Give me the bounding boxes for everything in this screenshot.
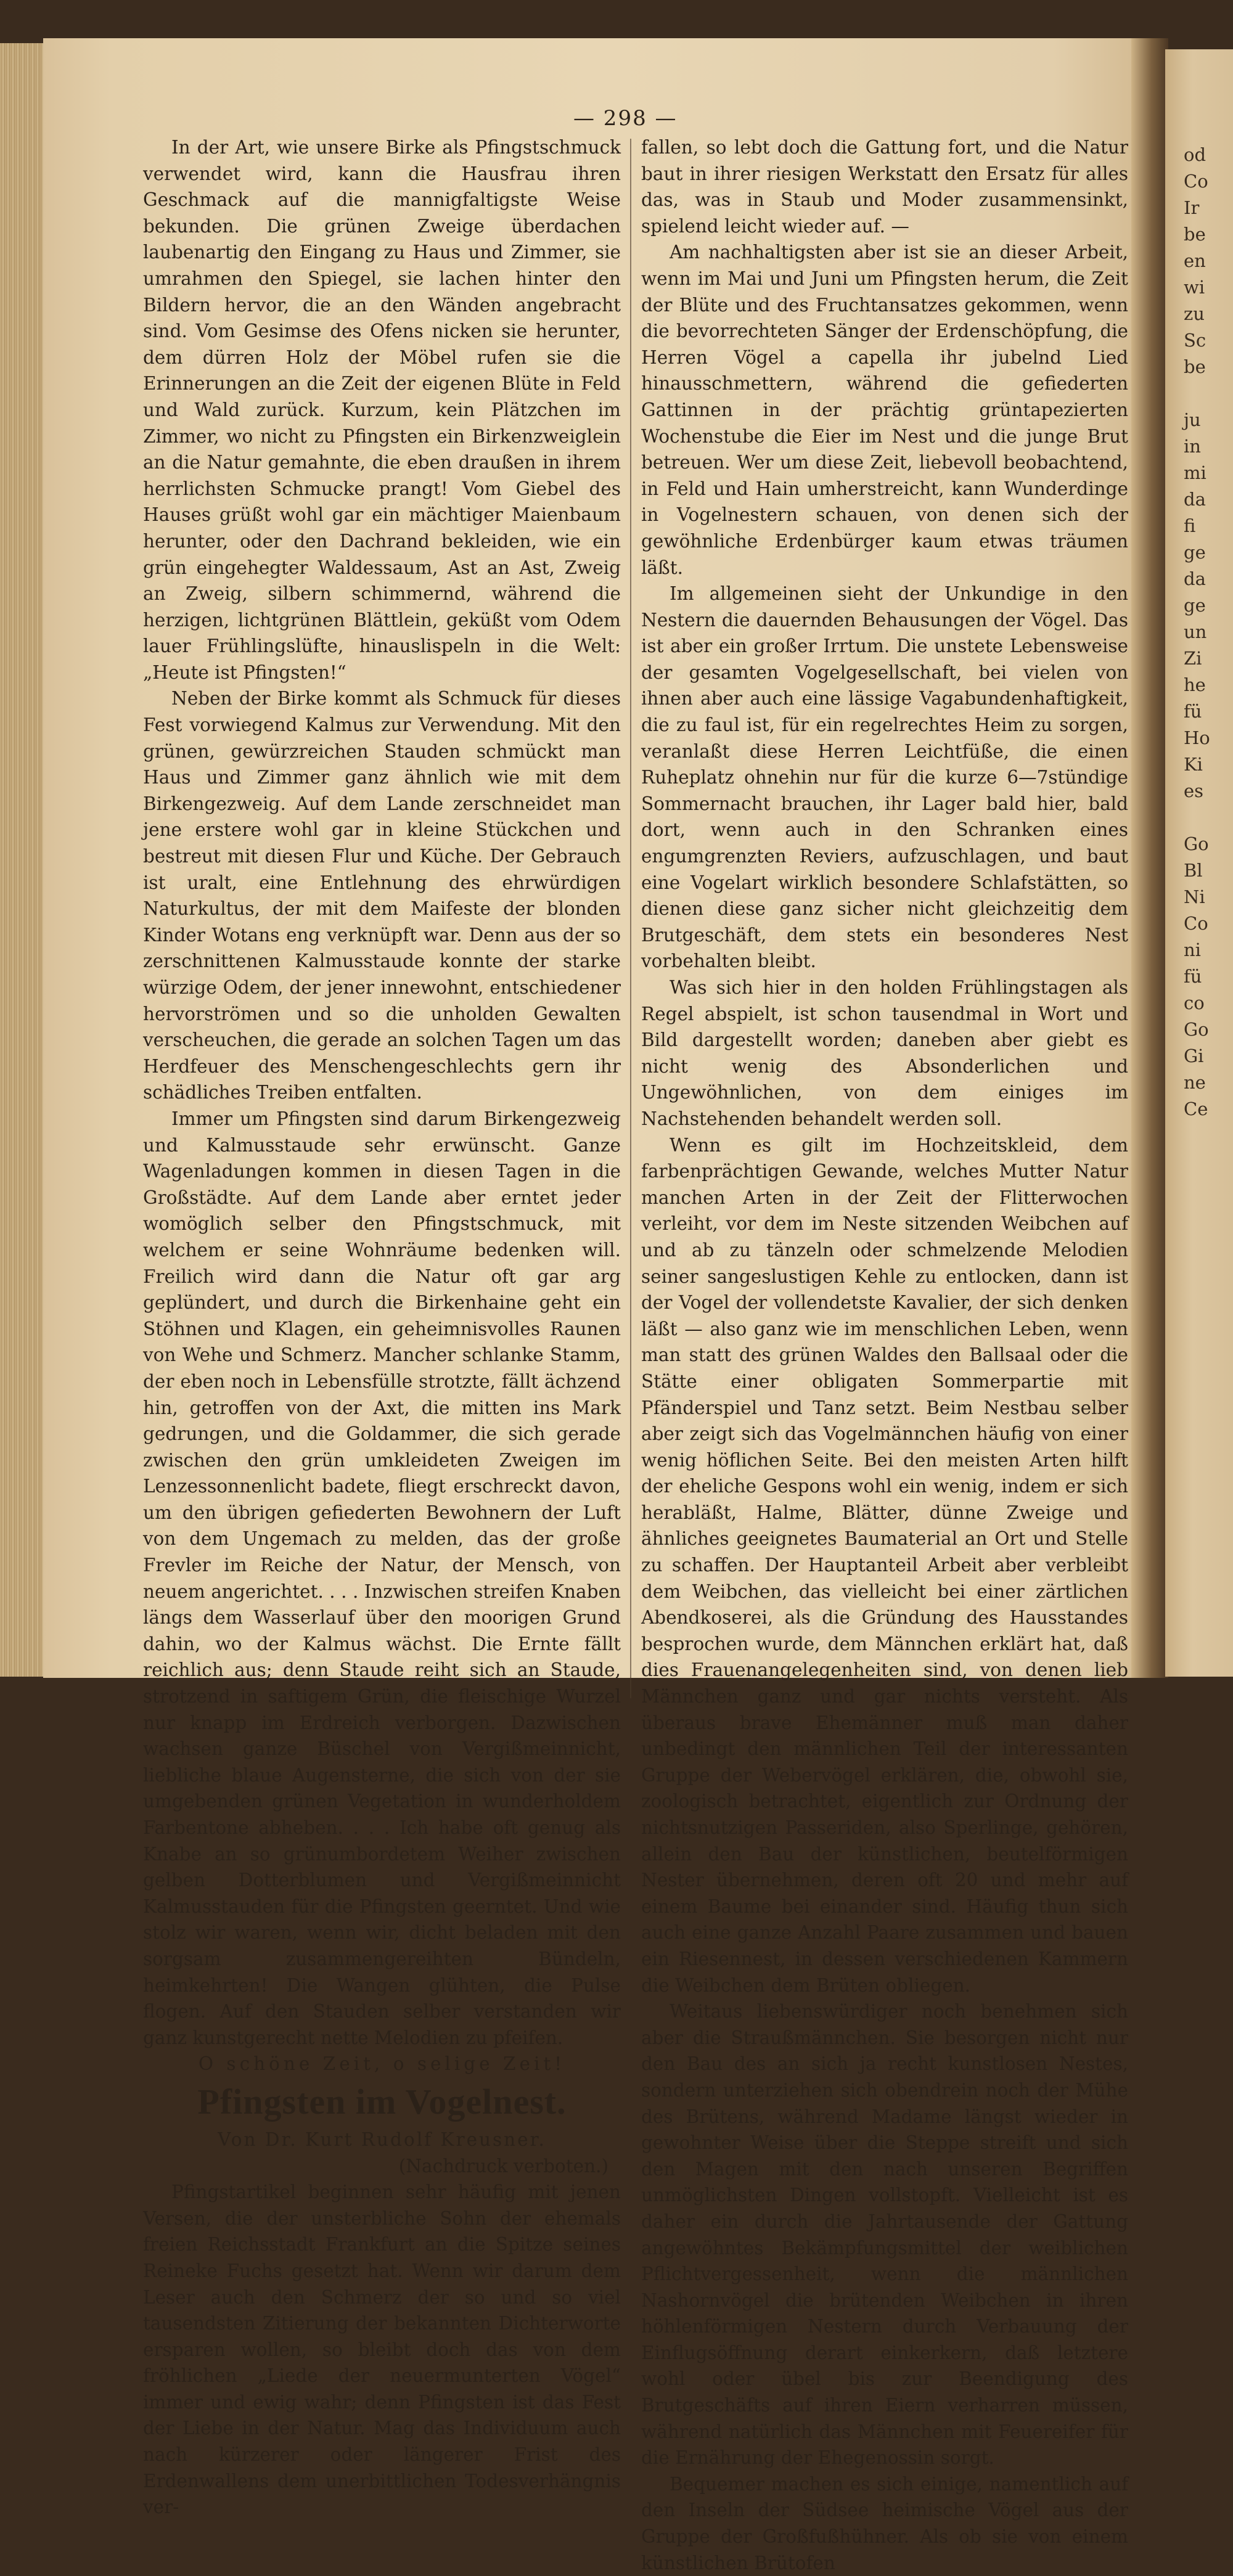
closing-line: O schöne Zeit, o selige Zeit! — [198, 2053, 566, 2075]
next-page-fragment: Go — [1184, 833, 1209, 854]
next-page-fragment: ne — [1184, 1072, 1206, 1093]
next-page-fragment: ge — [1184, 595, 1206, 616]
next-page-fragment: be — [1184, 224, 1206, 245]
next-page-edge — [1165, 49, 1233, 1677]
paragraph: Pfingstartikel beginnen sehr häufig mit jenen Versen, die der unsterbliche Sohn der ehemals freien Reichsstadt Frankfurt an die Spitze seines Reineke Fuchs gesetzt hat. Wenn wir darum dem Leser auch den Schmerz der so und so viel tausendsten Zitierung der bekannten Dichterworte ersparen wollen, so bleibt doch das von dem fröhlichen „Liede der neuermunterten Vögel“ immer und ewig wahr; denn Pfingsten ist das Fest der Liebe in der Natur. Mag das Individuum auch nach kürzerer oder längerer Frist des Erdenwallens dem unerbittlichen Todesverhängnis ver- — [143, 2181, 621, 2518]
article-byline: Von Dr. Kurt Rudolf Kreusner. — [218, 2128, 546, 2150]
next-page-fragment: Gi — [1184, 1045, 1204, 1066]
next-page-fragment: Ir — [1184, 197, 1200, 218]
column-divider — [630, 139, 631, 1698]
next-page-fragment: fi — [1184, 515, 1196, 536]
paragraph: Was sich hier in den holden Frühlingstagen als Regel abspielt, ist schon tausendmal in Wort und Bild dargestellt worden; daneben aber giebt es nicht wenig des Absonderlichen und Ungewöhnlichen, von dem einiges im Nachstehenden behandelt werden soll. — [641, 977, 1128, 1129]
next-page-fragment: wi — [1184, 277, 1205, 298]
page-number: — 298 — — [573, 106, 678, 131]
next-page-fragment: zu — [1184, 303, 1205, 324]
paragraph: Immer um Pfingsten sind darum Birkengezweig und Kalmusstaude sehr erwünscht. Ganze Wagenladungen kommen in diesen Tagen in die Großstädte. Auf dem Lande aber erntet jeder womöglich selber den Pfingstschmuck, mit welchem er seine Wohnräume bedenken will. Freilich wird dann die Natur oft gar arg geplündert, und durch die Birkenhaine geht ein Stöhnen und Klagen, ein geheimnisvolles Raunen von Wehe und Schmerz. Mancher schlanke Stamm, der eben noch in Lebensfülle strotzte, fällt ächzend hin, getroffen von der Axt, die mitten ins Mark gedrungen, und die Goldammer, die sich gerade zwischen den grün umkleideten Zweigen im Lenzessonnenlicht badete, fliegt erschreckt davon, um den übrigen gefiederten Bewohnern der Luft von dem Ungemach zu melden, das der große Frevler im Reiche der Natur, der Mensch, von neuem angerichtet. . . . Inzwischen streifen Knaben längs dem Wasserlauf über den moorigen Grund dahin, wo der Kalmus wächst. Die Ernte fällt reichlich aus; denn Staude reiht sich an Staude, strotzend in saftigem Grün, die fleischige Wurzel nur knapp im Erdreich verborgen. Dazwischen wachsen ganze Büschel von Vergißmeinnicht, liebliche blaue Augensterne, die sich von der sie umgebenden grünen Vegetation in wunderholdem Farbentone abheben. . . . Ich habe oft genug als Knabe an so grünumbordetem Weiher zwischen gelben Dotterblumen und Vergißmeinnicht Kalmusstauden für die Pfingsten geerntet. Und wie stolz wir waren, wenn wir, dicht beladen mit den sorgsam zusammengereihten Bündeln, heimkehrten! Die Wangen glühten, die Pulse flogen. Auf den Stauden selber verstanden wir ganz kunstgerecht nette Melodien zu pfeifen. — [143, 1108, 621, 2048]
next-page-fragment: Ki — [1184, 754, 1203, 775]
book-page-edges — [0, 43, 43, 1677]
next-page-fragment: fü — [1184, 966, 1202, 987]
next-page-fragment: Sc — [1184, 330, 1206, 351]
next-page-fragment: mi — [1184, 462, 1206, 483]
reprint-notice: (Nachdruck verboten.) — [398, 2155, 608, 2177]
next-page-fragment: da — [1184, 568, 1206, 589]
paragraph: In der Art, wie unsere Birke als Pfingstschmuck verwendet wird, kann die Hausfrau ihren Geschmack auf die mannigfaltigste Weise bekunden. Die grünen Zweige überdachen laubenartig den Eingang zu Haus und Zimmer, sie umrahmen den Spiegel, sie lachen hinter den Bildern hervor, die an den Wänden angebracht sind. Vom Gesimse des Ofens nicken sie herunter, dem dürren Holz der Möbel rufen sie die Erinnerungen an die Zeit der eigenen Blüte in Feld und Wald zurück. Kurzum, kein Plätzchen im Zimmer, wo nicht zu Pfingsten ein Birkenzweiglein an die Natur gemahnte, die eben draußen in ihrem herrlichsten Schmucke prangt! Vom Giebel des Hauses grüßt wohl gar ein mächtiger Maienbaum herunter, oder den Dachrand bekleiden, wie ein grün eingehegter Waldessaum, Ast an Ast, Zweig an Zweig, silbern schimmernd, während die herzigen, lichtgrünen Blättlein, geküßt vom Odem lauer Frühlingslüfte, hinauslispeln in die Welt: „Heute ist Pfingsten!“ — [143, 137, 621, 683]
next-page-fragment: Co — [1184, 171, 1208, 192]
next-page-fragment: in — [1184, 436, 1201, 457]
paragraph: fallen, so lebt doch die Gattung fort, und die Natur baut in ihrer riesigen Werkstatt den Ersatz für alles das, was in Staub und Moder zusammensinkt, spielend leicht wieder auf. — — [641, 137, 1128, 237]
book-gutter — [1131, 38, 1168, 1678]
paragraph: Weitaus liebenswürdiger noch benehmen sich aber die Straußmännchen. Sie besorgen nicht nur den Bau des an sich ja recht kunstlosen Nestes, sondern unterziehen sich obendrein noch der Mühe des Brütens, während Madame längst wieder in gewohnter Weise über die Steppe streift und sich den Magen mit den nach unseren Begriffen unmöglichsten Dingen vollstopft. Vielleicht ist es daher ein durch die Jahrtausende der Gattung angewöhntes Bekämpfungsmittel der weiblichen Pflichtvergessenheit, wenn die männlichen Nashornvögel die brütenden Weibchen in ihren höhlenförmigen Nestern durch Verbauung der Einflugsöffnung derart einkerkern, daß letztere wohl oder übel bis zur Beendigung des Brutgeschäfts auf ihren Eiern verharren müssen, während natürlich das Männchen mit Feuereifer für die Ernährung der Ehegenossin sorgt. — [641, 2001, 1128, 2469]
paragraph: Bequemer machen es sich einige, namentlich auf den Inseln der Südsee heimische Vögel aus der Gruppe der Großfußhühner. Als ob sie von einem künstlichen Brütofen — [641, 2473, 1128, 2574]
next-page-fragment: en — [1184, 250, 1206, 271]
next-page-fragment: fü — [1184, 701, 1202, 722]
next-page-fragment: ni — [1184, 939, 1201, 960]
next-page-fragment: Ni — [1184, 886, 1205, 907]
paragraph: Neben der Birke kommt als Schmuck für dieses Fest vorwiegend Kalmus zur Verwendung. Mit den grünen, gewürzreichen Stauden schmückt man Haus und Zimmer ganz ähnlich wie mit dem Birkengezweig. Auf dem Lande zerschneidet man jene erstere wohl gar in kleine Stückchen und bestreut mit diesen Flur und Küche. Der Gebrauch ist uralt, eine Entlehnung des ehrwürdigen Naturkultus, der mit dem Maifeste der blonden Kinder Wotans eng verknüpft war. Denn aus der so zerschnittenen Kalmusstaude konnte der starke würzige Odem, der jener innewohnt, entschiedener hervorströmen und so die unholden Gewalten verscheuchen, die gerade an solchen Tagen um das Herdfeuer des Menschengeschlechts gern ihr schädliches Treiben entfalten. — [143, 688, 621, 1103]
next-page-fragment: he — [1184, 674, 1206, 695]
next-page-fragment: Bl — [1184, 860, 1203, 881]
paragraph: Im allgemeinen sieht der Unkundige in den Nestern die dauernden Behausungen der Vögel. Das ist aber ein großer Irrtum. Die unstete Lebensweise der gesamten Vogelgesellschaft, bei vielen von ihnen aber auch eine lässige Vagabundenhaftigkeit, die zu faul ist, für ein regelrechtes Heim zu sorgen, veranlaßt diese Herren Leichtfüße, die einen Ruheplatz ohnehin nur für die kurze 6—7stündige Sommernacht brauchen, ihr Lager bald hier, bald dort, wenn auch in den Schranken eines engumgrenzten Reviers, aufzuschlagen, und baut eine Vogelart wirklich besondere Schlafstätten, so dienen diese ganz sicher nicht gleichzeitig dem Brutgeschäft, dem stets ein besonderes Nest vorbehalten bleibt. — [641, 583, 1128, 972]
next-page-fragment: co — [1184, 992, 1205, 1013]
next-page-fragment: be — [1184, 356, 1206, 377]
left-column — [143, 134, 621, 2521]
next-page-fragment: od — [1184, 144, 1206, 165]
next-page-fragment: un — [1184, 621, 1207, 642]
next-page-fragment: Go — [1184, 1019, 1209, 1040]
article-title: Pfingsten im Vogelnest. — [197, 2081, 567, 2122]
next-page-fragment: Co — [1184, 913, 1208, 934]
paragraph: Am nachhaltigsten aber ist sie an dieser Arbeit, wenn im Mai und Juni um Pfingsten herum, die Zeit der Blüte und des Fruchtansatzes gekommen, wenn die bevorrechteten Sänger der Erdenschöpfung, die Herren Vögel a capella ihr jubelnd Lied hinausschmettern, während die gefiederten Gattinnen in der prächtig grüntapezierten Wochenstube die Eier im Nest und die junge Brut betreuen. Wer um diese Zeit, liebevoll beobachtend, in Feld und Hain umherstreicht, kann Wunderdinge in Vogelnestern schauen, von denen sich der gewöhnliche Erdenbürger kaum etwas träumen läßt. — [641, 242, 1128, 578]
next-page-fragment: Ce — [1184, 1098, 1208, 1119]
right-column — [641, 134, 1128, 2576]
next-page-fragment: ju — [1184, 409, 1201, 430]
next-page-fragment: da — [1184, 489, 1206, 510]
next-page-fragment: ge — [1184, 542, 1206, 563]
next-page-fragment: Zi — [1184, 648, 1202, 669]
next-page-fragment: Ho — [1184, 727, 1210, 748]
next-page-fragment: es — [1184, 780, 1204, 801]
paragraph: Wenn es gilt im Hochzeitskleid, dem farbenprächtigen Gewande, welches Mutter Natur manchen Arten in der Zeit der Flitterwochen verleiht, vor dem im Neste sitzenden Weibchen auf und ab zu tänzeln oder schmelzende Melodien seiner sangeslustigen Kehle zu entlocken, dann ist der Vogel der vollendetste Kavalier, der sich denken läßt — also ganz wie im menschlichen Leben, wenn man statt des grünen Waldes den Ballsaal oder die Stätte einer obligaten Sommerpartie mit Pfänderspiel und Tanz setzt. Beim Nestbau selber aber zeigt sich das Vogelmännchen häufig von einer wenig höflichen Seite. Bei den meisten Arten hilft der eheliche Gespons wohl ein wenig, indem er sich herabläßt, Halme, Blätter, dünne Zweige und ähnliches geeignetes Baumaterial an Ort und Stelle zu schaffen. Der Hauptanteil Arbeit aber verbleibt dem Weibchen, das vielleicht bei einer zärtlichen Abendkoserei, als die Gründung des Hausstandes besprochen wurde, dem Männchen erklärt hat, daß dies Frauenangelegenheiten sind, von denen lieb Männchen ganz und gar nichts versteht. Als überaus brave Ehemänner muß man daher unbedingt den männlichen Teil der interessanten Gruppe der Webervögel erklären, die, obwohl sie, zoologisch betrachtet, eigentlich zur Ordnung der nichtsnutzigen Passeriden, also Sperlinge, gehören, allein den Bau der künstlichen, beutelförmigen Nester übernehmen, deren oft 20 und mehr auf einem Baume bei einander sind. Häufig thun sich auch eine ganze Anzahl Paare zusammen und bauen ein Riesennest, in dessen verschiedenen Kammern die Weibchen dem Brüten obliegen. — [641, 1134, 1128, 1996]
